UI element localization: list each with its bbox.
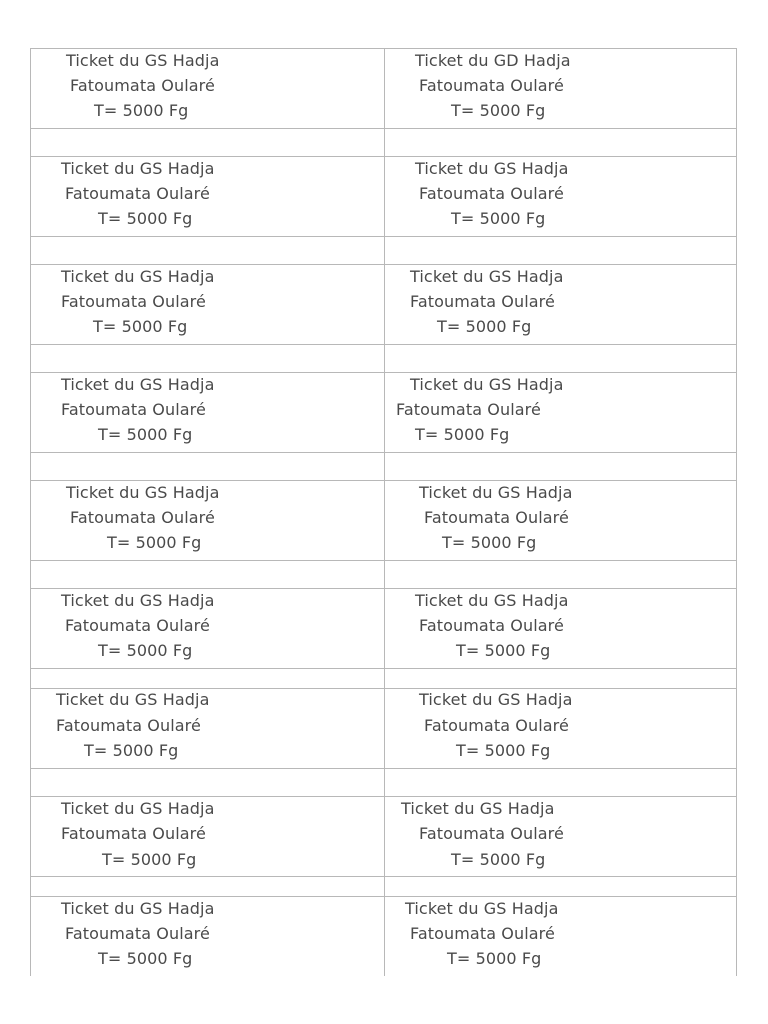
ticket-line-title: Ticket du GS Hadja	[410, 267, 564, 286]
ticket-line-price: T= 5000 Fg	[98, 425, 193, 444]
ticket-line-title: Ticket du GS Hadja	[61, 267, 215, 286]
ticket-line-name: Fatoumata Oularé	[61, 400, 206, 419]
ticket-line-price: T= 5000 Fg	[98, 949, 193, 968]
spacer-row	[30, 877, 737, 897]
spacer-row	[30, 769, 737, 797]
ticket-cell	[384, 589, 737, 669]
ticket-line-price: T= 5000 Fg	[451, 209, 546, 228]
ticket-cell	[30, 373, 384, 453]
ticket-line-title: Ticket du GS Hadja	[405, 899, 559, 918]
ticket-row	[30, 689, 737, 769]
ticket-line-name: Fatoumata Oularé	[419, 184, 564, 203]
ticket-line-name: Fatoumata Oularé	[419, 76, 564, 95]
ticket-line-name: Fatoumata Oularé	[410, 292, 555, 311]
ticket-row	[30, 481, 737, 561]
ticket-line-title: Ticket du GS Hadja	[410, 375, 564, 394]
ticket-row	[30, 897, 737, 976]
ticket-cell	[30, 49, 384, 129]
ticket-line-title: Ticket du GS Hadja	[61, 799, 215, 818]
empty-cell	[30, 769, 384, 797]
ticket-line-title: Ticket du GS Hadja	[415, 159, 569, 178]
ticket-line-name: Fatoumata Oularé	[70, 76, 215, 95]
empty-cell	[384, 769, 737, 797]
ticket-line-name: Fatoumata Oularé	[61, 292, 206, 311]
ticket-line-name: Fatoumata Oularé	[65, 924, 210, 943]
empty-cell	[384, 877, 737, 897]
empty-cell	[384, 561, 737, 589]
empty-cell	[30, 345, 384, 373]
ticket-line-title: Ticket du GS Hadja	[415, 591, 569, 610]
empty-cell	[30, 877, 384, 897]
ticket-line-name: Fatoumata Oularé	[65, 184, 210, 203]
empty-cell	[30, 453, 384, 481]
ticket-row	[30, 589, 737, 669]
ticket-line-name: Fatoumata Oularé	[396, 400, 541, 419]
spacer-row	[30, 129, 737, 157]
ticket-row	[30, 373, 737, 453]
ticket-line-title: Ticket du GS Hadja	[66, 51, 220, 70]
empty-cell	[384, 129, 737, 157]
ticket-line-price: T= 5000 Fg	[102, 850, 197, 869]
ticket-line-name: Fatoumata Oularé	[419, 824, 564, 843]
ticket-line-title: Ticket du GS Hadja	[66, 483, 220, 502]
empty-cell	[384, 669, 737, 689]
ticket-line-title: Ticket du GS Hadja	[56, 690, 210, 709]
ticket-cell	[384, 797, 737, 877]
ticket-cell	[30, 797, 384, 877]
ticket-line-price: T= 5000 Fg	[456, 641, 551, 660]
spacer-row	[30, 669, 737, 689]
spacer-row	[30, 453, 737, 481]
ticket-cell	[30, 265, 384, 345]
ticket-line-name: Fatoumata Oularé	[419, 616, 564, 635]
empty-cell	[30, 237, 384, 265]
ticket-line-name: Fatoumata Oularé	[70, 508, 215, 527]
ticket-line-price: T= 5000 Fg	[437, 317, 532, 336]
ticket-cell	[384, 265, 737, 345]
ticket-line-title: Ticket du GS Hadja	[61, 375, 215, 394]
ticket-line-price: T= 5000 Fg	[94, 101, 189, 120]
ticket-line-price: T= 5000 Fg	[93, 317, 188, 336]
spacer-row	[30, 561, 737, 589]
ticket-cell	[384, 49, 737, 129]
ticket-line-title: Ticket du GD Hadja	[415, 51, 571, 70]
ticket-cell	[384, 897, 737, 976]
ticket-cell	[384, 373, 737, 453]
empty-cell	[384, 453, 737, 481]
ticket-line-price: T= 5000 Fg	[98, 209, 193, 228]
ticket-cell	[384, 157, 737, 237]
ticket-line-name: Fatoumata Oularé	[424, 508, 569, 527]
ticket-line-name: Fatoumata Oularé	[61, 824, 206, 843]
ticket-line-name: Fatoumata Oularé	[56, 716, 201, 735]
ticket-line-title: Ticket du GS Hadja	[61, 591, 215, 610]
ticket-row	[30, 265, 737, 345]
ticket-sheet-table	[30, 48, 737, 975]
empty-cell	[30, 669, 384, 689]
ticket-cell	[30, 689, 384, 769]
ticket-line-title: Ticket du GS Hadja	[401, 799, 555, 818]
ticket-line-title: Ticket du GS Hadja	[61, 159, 215, 178]
spacer-row	[30, 345, 737, 373]
ticket-line-title: Ticket du GS Hadja	[61, 899, 215, 918]
ticket-cell	[30, 589, 384, 669]
empty-cell	[30, 561, 384, 589]
ticket-line-price: T= 5000 Fg	[447, 949, 542, 968]
ticket-line-title: Ticket du GS Hadja	[419, 483, 573, 502]
empty-cell	[30, 129, 384, 157]
ticket-line-price: T= 5000 Fg	[415, 425, 510, 444]
empty-cell	[384, 345, 737, 373]
ticket-line-price: T= 5000 Fg	[442, 533, 537, 552]
ticket-cell	[30, 157, 384, 237]
ticket-line-name: Fatoumata Oularé	[410, 924, 555, 943]
ticket-line-name: Fatoumata Oularé	[65, 616, 210, 635]
ticket-line-name: Fatoumata Oularé	[424, 716, 569, 735]
ticket-line-title: Ticket du GS Hadja	[419, 690, 573, 709]
ticket-line-price: T= 5000 Fg	[107, 533, 202, 552]
ticket-row	[30, 797, 737, 877]
ticket-row	[30, 49, 737, 129]
ticket-line-price: T= 5000 Fg	[451, 850, 546, 869]
ticket-line-price: T= 5000 Fg	[456, 741, 551, 760]
ticket-cell	[384, 689, 737, 769]
ticket-cell	[384, 481, 737, 561]
spacer-row	[30, 237, 737, 265]
ticket-line-price: T= 5000 Fg	[98, 641, 193, 660]
ticket-cell	[30, 897, 384, 976]
ticket-cell	[30, 481, 384, 561]
ticket-row	[30, 157, 737, 237]
ticket-line-price: T= 5000 Fg	[84, 741, 179, 760]
ticket-line-price: T= 5000 Fg	[451, 101, 546, 120]
empty-cell	[384, 237, 737, 265]
